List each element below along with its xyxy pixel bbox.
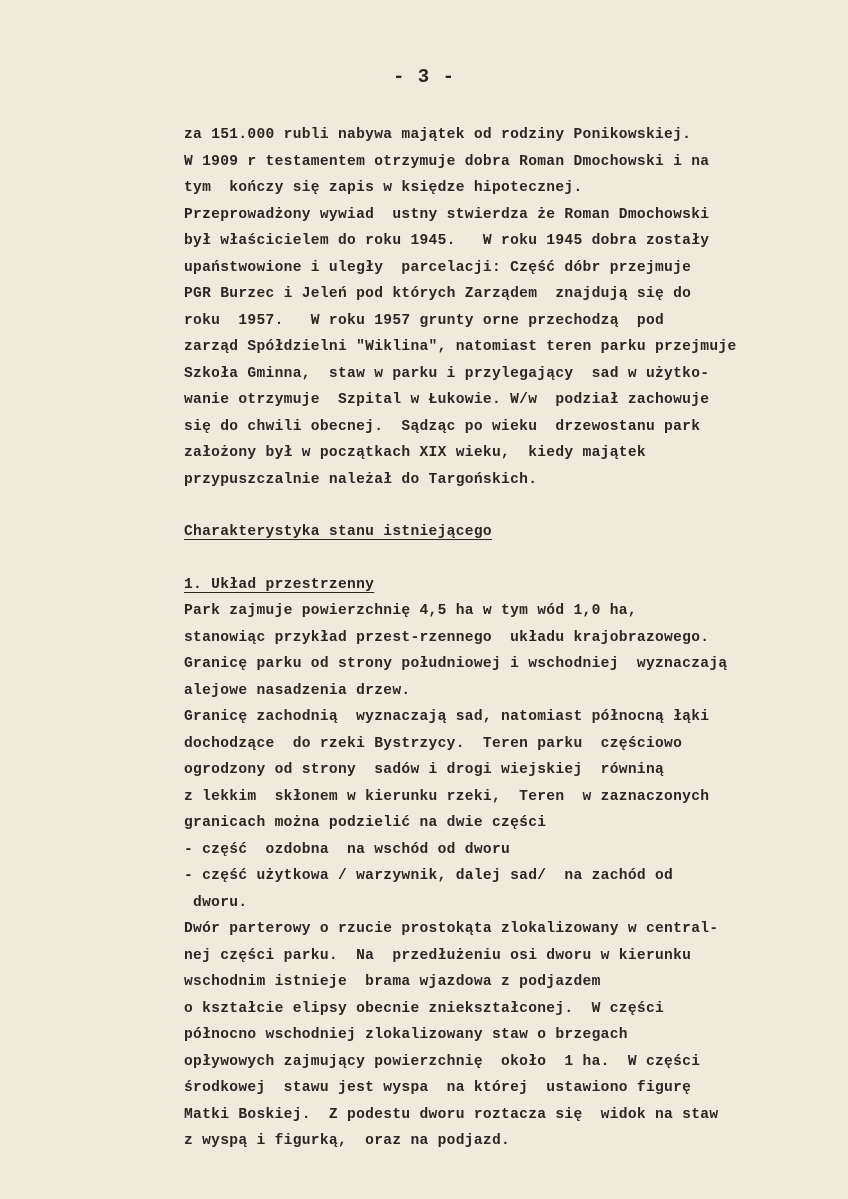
text-line: upaństwowione i uległy parcelacji: Część dóbr przejmuje — [184, 259, 692, 276]
text-line: opływowych zajmujący powierzchnię około 1 ha. W części — [184, 1053, 701, 1070]
text-line: Matki Boskiej. Z podestu dworu roztacza się widok na staw — [184, 1106, 719, 1123]
text-line: ogrodzony od strony sadów i drogi wiejskiej równiną — [184, 762, 665, 778]
text-line: tym kończy się zapis w księdze hipotecznej. — [184, 180, 583, 196]
text-line: dochodzące do rzeki Bystrzycy. Teren parku częściowo — [184, 735, 683, 752]
text-line: wschodnim istnieje brama wjazdowa z podjazdem — [184, 974, 601, 990]
list-item: - część użytkowa / warzywnik, dalej sad/ na zachód od — [184, 868, 674, 884]
text-line: PGR Burzec i Jeleń pod których Zarządem znajdują się do — [184, 286, 692, 302]
text-line: Dwór parterowy o rzucie prostokąta zlokalizowany w central- — [184, 921, 719, 937]
text-line: Szkoła Gminna, staw w parku i przylegający sad w użytko- — [184, 365, 710, 382]
text-line: Granicę parku od strony południowej i wschodniej wyznaczają — [184, 656, 728, 672]
text-line: Park zajmuje powierzchnię 4,5 ha w tym wód 1,0 ha, — [184, 603, 637, 619]
section-heading-wrap — [184, 519, 834, 546]
text-line: za 151.000 rubli nabywa majątek od rodziny Ponikowskiej. — [184, 127, 692, 143]
body-text — [184, 122, 834, 1155]
text-line: roku 1957. W roku 1957 grunty orne przechodzą pod — [184, 312, 665, 329]
subsection-heading-wrap — [184, 572, 834, 599]
text-line: alejowe nasadzenia drzew. — [184, 682, 411, 699]
text-line: stanowiąc przykład przest-rzennego układu krajobrazowego. — [184, 629, 710, 646]
paragraph-manor — [184, 916, 834, 1155]
text-line: W 1909 r testamentem otrzymuje dobra Roman Dmochowski i na — [184, 153, 710, 170]
paragraph-history — [184, 122, 834, 493]
text-line: zarząd Spółdzielni "Wiklina", natomiast teren parku przejmuje — [184, 339, 737, 355]
text-line: o kształcie elipsy obecnie zniekształconej. W części — [184, 1000, 665, 1017]
text-line: Przeprowadżony wywiad ustny stwierdza że Roman Dmochowski — [184, 206, 710, 223]
text-line: dworu. — [184, 894, 248, 911]
section-heading: Charakterystyka stanu istniejącego — [184, 524, 492, 540]
text-line: Granicę zachodnią wyznaczają sad, natomiast północną łąki — [184, 709, 710, 725]
text-line: przypuszczalnie należał do Targońskich. — [184, 471, 538, 488]
paragraph-gap — [184, 546, 834, 572]
text-line: był właścicielem do roku 1945. W roku 1945 dobra zostały — [184, 233, 710, 249]
text-line: z lekkim skłonem w kierunku rzeki, Teren w zaznaczonych — [184, 788, 710, 805]
text-line: granicach można podzielić na dwie części — [184, 815, 547, 831]
paragraph-gap — [184, 493, 834, 519]
text-line: się do chwili obecnej. Sądząc po wieku drzewostanu park — [184, 418, 701, 435]
text-line: północno wschodniej zlokalizowany staw o brzegach — [184, 1027, 628, 1043]
subsection-heading: 1. Układ przestrzenny — [184, 576, 375, 593]
paragraph-layout — [184, 598, 834, 916]
page-number: - 3 - — [392, 66, 455, 88]
text-line: nej części parku. Na przedłużeniu osi dworu w kierunku — [184, 947, 692, 964]
list-item: - część ozdobna na wschód od dworu — [184, 841, 511, 858]
text-line: wanie otrzymuje Szpital w Łukowie. W/w podział zachowuje — [184, 392, 710, 408]
text-line: z wyspą i figurką, oraz na podjazd. — [184, 1133, 511, 1149]
text-line: środkowej stawu jest wyspa na której ustawiono figurę — [184, 1080, 692, 1096]
text-line: założony był w początkach XIX wieku, kiedy majątek — [184, 445, 646, 461]
